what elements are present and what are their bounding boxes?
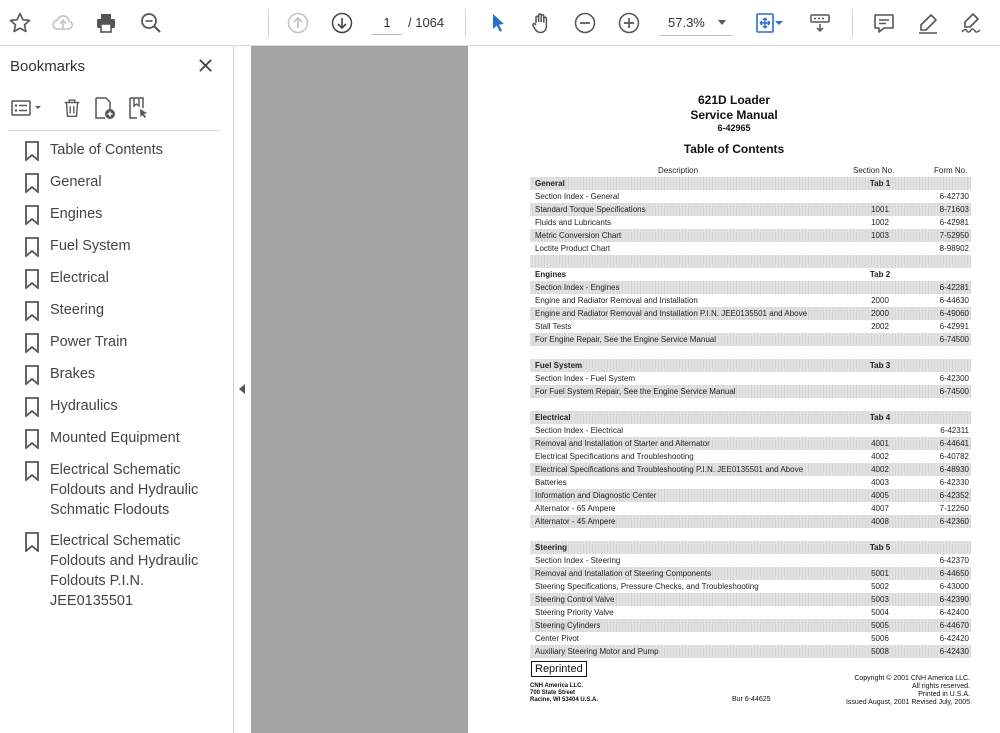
bookmark-icon bbox=[24, 269, 40, 289]
doc-subtitle: Service Manual bbox=[690, 108, 778, 122]
toc-row bbox=[530, 528, 971, 541]
toc-description: Steering Priority Valve bbox=[535, 608, 614, 617]
bookmark-icon bbox=[24, 461, 40, 481]
bookmark-label: Engines bbox=[50, 206, 103, 222]
toc-row bbox=[530, 567, 971, 580]
toc-section-no: 1003 bbox=[871, 231, 889, 240]
toc-row bbox=[530, 229, 971, 242]
toc-section-no: 5005 bbox=[871, 621, 889, 630]
toc-form-no: 6-42400 bbox=[939, 608, 969, 617]
toc-form-no: 6-42981 bbox=[939, 218, 969, 227]
toc-section-no: 2000 bbox=[871, 296, 889, 305]
bookmark-star-icon[interactable] bbox=[5, 8, 35, 38]
toc-description: Electrical Specifications and Troubleshooting bbox=[535, 452, 694, 461]
toc-section-no: 4002 bbox=[871, 465, 889, 474]
bookmark-item[interactable] bbox=[0, 172, 234, 193]
toc-form-no: 6-74500 bbox=[939, 335, 969, 344]
toc-row bbox=[530, 333, 971, 346]
toc-form-no: 6-74500 bbox=[939, 387, 969, 396]
toc-section-no: 5001 bbox=[871, 569, 889, 578]
toc-description: Engines bbox=[535, 270, 567, 279]
add-bookmark-icon[interactable] bbox=[92, 94, 118, 122]
bookmark-item[interactable] bbox=[0, 236, 234, 257]
toc-row bbox=[530, 580, 971, 593]
toc-form-no: 6-42352 bbox=[939, 491, 969, 500]
toc-section-no: 5003 bbox=[871, 595, 889, 604]
toc-description: Section Index - Electrical bbox=[535, 426, 624, 435]
toc-form-no: 6-42360 bbox=[939, 517, 969, 526]
bookmark-icon bbox=[24, 333, 40, 353]
bookmark-item[interactable] bbox=[0, 300, 234, 321]
bookmark-list bbox=[0, 140, 234, 622]
toc-row bbox=[530, 203, 971, 216]
toc-description: Section Index - Engines bbox=[535, 283, 620, 292]
toc-row bbox=[530, 463, 971, 476]
hand-tool-icon[interactable] bbox=[526, 8, 556, 38]
toc-row bbox=[530, 502, 971, 515]
toc-form-no: 7-12260 bbox=[939, 504, 969, 513]
toc-section-no: 1001 bbox=[871, 205, 889, 214]
company-address: CNH America LLC. 700 State Street Racine, WI 53404 U.S.A. bbox=[530, 683, 599, 703]
bookmark-icon bbox=[24, 173, 40, 193]
toc-description: Alternator - 45 Ampere bbox=[535, 517, 616, 526]
bookmark-label: Power Train bbox=[50, 334, 128, 350]
bookmark-item[interactable] bbox=[0, 268, 234, 289]
bookmark-icon bbox=[24, 301, 40, 321]
toc-description: Metric Conversion Chart bbox=[535, 231, 622, 240]
toc-row bbox=[530, 385, 971, 398]
bur-number: Bur 6-44625 bbox=[732, 696, 771, 703]
delete-bookmark-icon[interactable] bbox=[60, 94, 84, 122]
toc-description: Steering Cylinders bbox=[535, 621, 601, 630]
bookmark-label: Brakes bbox=[50, 366, 96, 382]
toc-row bbox=[530, 294, 971, 307]
toc-description: Steering Control Valve bbox=[535, 595, 615, 604]
toc-form-no: 6-42730 bbox=[939, 192, 969, 201]
toc-section-no: 4008 bbox=[871, 517, 889, 526]
bookmark-item[interactable] bbox=[0, 332, 234, 353]
toc-row bbox=[530, 320, 971, 333]
toc-form-no: 6-42420 bbox=[939, 634, 969, 643]
bookmark-icon bbox=[24, 365, 40, 385]
toc-row bbox=[530, 281, 971, 294]
toc-row bbox=[530, 593, 971, 606]
chevron-down-icon bbox=[718, 20, 726, 25]
document-viewer[interactable] bbox=[251, 46, 1000, 733]
bookmark-item[interactable] bbox=[0, 460, 234, 520]
toc-row bbox=[530, 190, 971, 203]
toc-description: Electrical Specifications and Troubleshooting P.I.N. JEE0135501 and Above bbox=[535, 465, 804, 474]
toc-section-no: 4005 bbox=[871, 491, 889, 500]
toc-section-no: 2000 bbox=[871, 309, 889, 318]
toc-row bbox=[530, 450, 971, 463]
toolbar bbox=[0, 0, 1000, 46]
next-page-icon[interactable] bbox=[327, 8, 357, 38]
bookmark-item[interactable] bbox=[0, 531, 234, 611]
toc-description: Steering Specifications, Pressure Checks, and Troubleshooting bbox=[535, 582, 759, 591]
toc-row bbox=[530, 307, 971, 320]
toc-row bbox=[530, 372, 971, 385]
toc-section-no: Tab 2 bbox=[869, 270, 891, 279]
toc-form-no: 6-42330 bbox=[939, 478, 969, 487]
bookmark-icon bbox=[24, 532, 40, 552]
toc-description: Information and Diagnostic Center bbox=[535, 491, 657, 500]
toc-row bbox=[530, 255, 971, 268]
bookmark-item[interactable] bbox=[0, 428, 234, 449]
bookmark-label: Electrical Schematic Foldouts and Hydraulic Foldouts P.I.N. JEE0135501 bbox=[50, 533, 199, 609]
toc-row bbox=[530, 424, 971, 437]
toc-section-header bbox=[530, 359, 971, 372]
toc-section-header bbox=[530, 177, 971, 190]
bookmark-item[interactable] bbox=[0, 396, 234, 417]
col-description: Description bbox=[658, 166, 699, 175]
toc-description: For Fuel System Repair, See the Engine Service Manual bbox=[535, 387, 736, 396]
copyright-block: Copyright © 2001 CNH America LLC. All rights reserved. Printed in U.S.A. Issued August, 2001 Revised July, 2005 bbox=[845, 675, 970, 706]
toc-form-no: 7-52950 bbox=[939, 231, 969, 240]
toc-section-no: 1002 bbox=[871, 218, 889, 227]
toc-form-no: 6-43000 bbox=[939, 582, 969, 591]
toc-form-no: 8-98902 bbox=[939, 244, 969, 253]
toc-row bbox=[530, 476, 971, 489]
bookmark-label: Fuel System bbox=[50, 238, 131, 254]
toc-heading: Table of Contents bbox=[683, 142, 785, 156]
toc-row bbox=[530, 242, 971, 255]
collapse-panel-handle[interactable] bbox=[234, 46, 251, 733]
toc-section-no: 2002 bbox=[871, 322, 889, 331]
previous-page-icon[interactable] bbox=[283, 8, 313, 38]
toc-section-no: 4002 bbox=[871, 452, 889, 461]
find-bookmark-icon[interactable] bbox=[126, 94, 152, 122]
bookmark-icon bbox=[24, 429, 40, 449]
toc-row bbox=[530, 632, 971, 645]
upload-cloud-icon[interactable] bbox=[48, 8, 78, 38]
zoom-out-icon[interactable] bbox=[570, 8, 600, 38]
bookmark-icon bbox=[24, 397, 40, 417]
toc-row bbox=[530, 489, 971, 502]
toc-form-no: 6-44630 bbox=[939, 296, 969, 305]
bookmark-tools bbox=[0, 88, 234, 128]
bookmark-label: Electrical bbox=[50, 270, 109, 286]
toc-row bbox=[530, 437, 971, 450]
doc-number: 6-42965 bbox=[717, 123, 751, 133]
bookmark-label: Steering bbox=[50, 302, 105, 318]
bookmarks-panel bbox=[0, 46, 234, 733]
bookmark-item[interactable] bbox=[0, 364, 234, 385]
toc-description: Auxiliary Steering Motor and Pump bbox=[535, 647, 659, 656]
zoom-value: 57.3% bbox=[668, 15, 705, 30]
bookmark-icon bbox=[24, 237, 40, 257]
bookmark-options-icon[interactable] bbox=[10, 94, 44, 122]
toc-section-header bbox=[530, 541, 971, 554]
toc-form-no: 6-49060 bbox=[939, 309, 969, 318]
bookmark-item[interactable] bbox=[0, 140, 234, 161]
bookmark-label: General bbox=[50, 174, 102, 190]
fit-dropdown-icon[interactable] bbox=[772, 8, 786, 38]
toc-description: Engine and Radiator Removal and Installation P.I.N. JEE0135501 and Above bbox=[535, 309, 808, 318]
toc-row bbox=[530, 645, 971, 658]
toc-description: Removal and Installation of Starter and Alternator bbox=[535, 439, 710, 448]
toc-description: Fuel System bbox=[535, 361, 583, 370]
toc-section-no: 5008 bbox=[871, 647, 889, 656]
toc-section-no: 4007 bbox=[871, 504, 889, 513]
toc-form-no: 8-71603 bbox=[939, 205, 969, 214]
toc-row bbox=[530, 398, 971, 411]
toc-section-header bbox=[530, 411, 971, 424]
print-icon[interactable] bbox=[91, 8, 121, 38]
toc-description: Electrical bbox=[535, 413, 571, 422]
toc-description: Center Pivot bbox=[535, 634, 580, 643]
comment-icon[interactable] bbox=[869, 8, 899, 38]
toc-description: Removal and Installation of Steering Components bbox=[535, 569, 712, 578]
toc-form-no: 6-42991 bbox=[939, 322, 969, 331]
bookmark-label: Hydraulics bbox=[50, 398, 118, 414]
close-icon[interactable] bbox=[194, 54, 216, 76]
toc-section-no: 4003 bbox=[871, 478, 889, 487]
toc-description: Steering bbox=[535, 543, 568, 552]
panel-title: Bookmarks bbox=[10, 58, 86, 75]
col-section: Section No. bbox=[853, 166, 895, 175]
toc-row bbox=[530, 515, 971, 528]
toc-description: Batteries bbox=[535, 478, 567, 487]
toc-form-no: 6-42281 bbox=[939, 283, 969, 292]
toc-form-no: 6-42370 bbox=[939, 556, 969, 565]
bookmark-label: Table of Contents bbox=[50, 142, 163, 158]
sign-icon[interactable] bbox=[956, 8, 986, 38]
toc-description: Section Index - Fuel System bbox=[535, 374, 636, 383]
toc-form-no: 6-42430 bbox=[939, 647, 969, 656]
reprinted-stamp: Reprinted bbox=[531, 661, 587, 677]
toc-form-no: 6-44641 bbox=[939, 439, 969, 448]
bookmark-label: Mounted Equipment bbox=[50, 430, 180, 446]
zoom-in-icon[interactable] bbox=[614, 8, 644, 38]
toc-row bbox=[530, 619, 971, 632]
toc-section-no: 5004 bbox=[871, 608, 889, 617]
scroll-mode-icon[interactable] bbox=[805, 8, 835, 38]
toc-form-no: 6-48930 bbox=[939, 465, 969, 474]
toc-description: Standard Torque Specifications bbox=[535, 205, 646, 214]
toc-description: Alternator - 65 Ampere bbox=[535, 504, 616, 513]
toc-form-no: 6-44670 bbox=[939, 621, 969, 630]
toc-description: For Engine Repair, See the Engine Service Manual bbox=[535, 335, 716, 344]
toc-section-no: Tab 1 bbox=[869, 179, 891, 188]
highlight-pen-icon[interactable] bbox=[913, 8, 943, 38]
toc-description: General bbox=[535, 179, 565, 188]
toc-form-no: 6-42311 bbox=[940, 426, 969, 435]
bookmark-icon bbox=[24, 205, 40, 225]
toc-section-no: Tab 5 bbox=[869, 543, 891, 552]
doc-title: 621D Loader bbox=[697, 93, 771, 107]
toc-row bbox=[530, 216, 971, 229]
toc-description: Stall Tests bbox=[535, 322, 572, 331]
toc-row bbox=[530, 554, 971, 567]
pdf-page bbox=[468, 46, 1000, 733]
toc-description: Engine and Radiator Removal and Installation bbox=[535, 296, 698, 305]
toc-section-header bbox=[530, 268, 971, 281]
bookmark-item[interactable] bbox=[0, 204, 234, 225]
toc-section-no: 5002 bbox=[871, 582, 889, 591]
chevron-left-icon bbox=[239, 384, 245, 394]
toc-form-no: 6-40782 bbox=[939, 452, 969, 461]
toc-section-no: Tab 4 bbox=[869, 413, 891, 422]
toc-section-no: 5006 bbox=[871, 634, 889, 643]
toc-description: Section Index - General bbox=[535, 192, 620, 201]
page-number-input[interactable] bbox=[372, 11, 402, 35]
zoom-dropdown[interactable] bbox=[660, 10, 732, 36]
toc-form-no: 6-42300 bbox=[939, 374, 969, 383]
bookmark-icon bbox=[24, 141, 40, 161]
toc-table bbox=[530, 177, 971, 658]
toc-form-no: 6-42390 bbox=[939, 595, 969, 604]
toc-form-no: 6-44650 bbox=[939, 569, 969, 578]
toc-row bbox=[530, 346, 971, 359]
select-cursor-icon[interactable] bbox=[483, 8, 513, 38]
toc-description: Section Index - Steering bbox=[535, 556, 621, 565]
col-form: Form No. bbox=[934, 166, 968, 175]
page-total: / 1064 bbox=[408, 15, 445, 30]
toc-description: Loctite Product Chart bbox=[535, 244, 611, 253]
toc-section-no: 4001 bbox=[871, 439, 889, 448]
toc-row bbox=[530, 606, 971, 619]
toc-section-no: Tab 3 bbox=[869, 361, 891, 370]
toc-description: Fluids and Lubricants bbox=[535, 218, 612, 227]
search-zoom-icon[interactable] bbox=[136, 8, 166, 38]
bookmark-label: Electrical Schematic Foldouts and Hydraulic Schmatic Flodouts bbox=[50, 462, 199, 518]
